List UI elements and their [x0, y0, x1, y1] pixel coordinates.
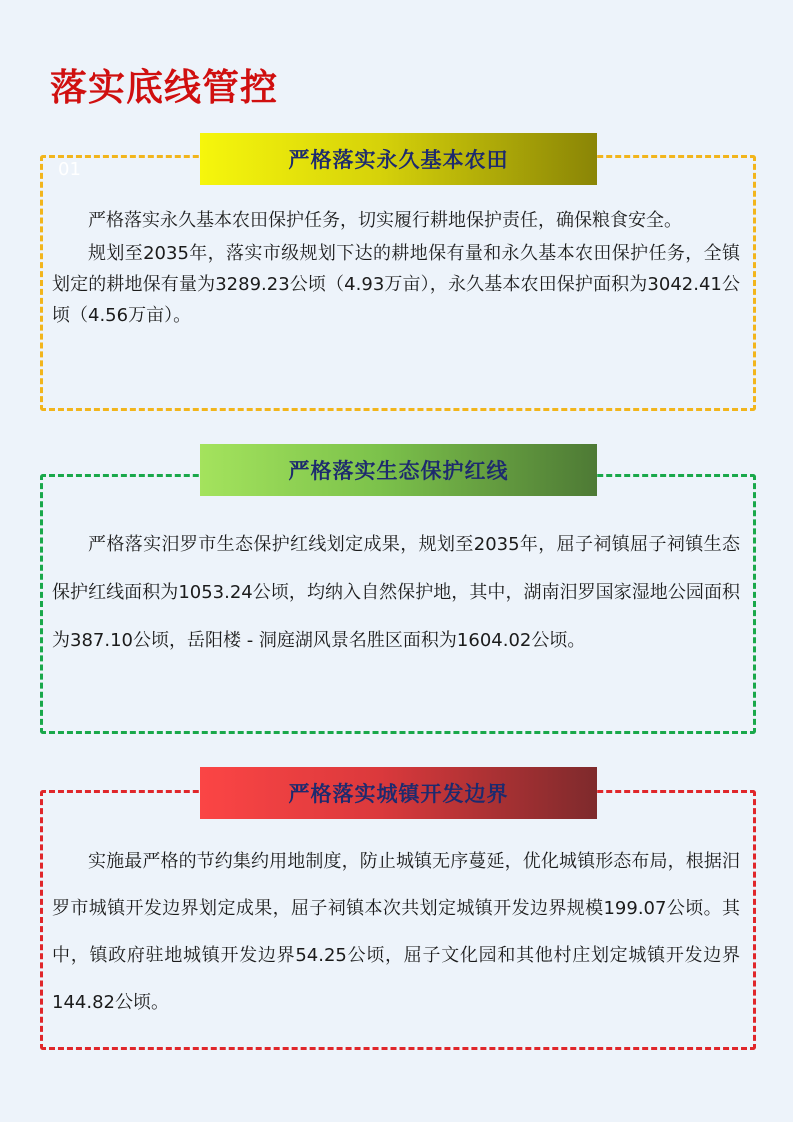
paragraph: 实施最严格的节约集约用地制度，防止城镇无序蔓延，优化城镇形态布局，根据汨罗市城镇开发边界划定成果，屈子祠镇本次共划定城镇开发边界规模199.07公顷。其中，镇政府驻地城镇开发边界54.25公顷，屈子文化园和其他村庄划定城镇开发边界144.82公顷。	[52, 851, 740, 1013]
section-heading: 严格落实城镇开发边界	[200, 767, 597, 819]
section-heading: 严格落实永久基本农田	[200, 133, 597, 185]
section-body	[52, 205, 740, 333]
section-body	[52, 521, 740, 665]
page-title: 落实底线管控	[50, 66, 278, 109]
paragraph: 严格落实永久基本农田保护任务，切实履行耕地保护责任，确保粮食安全。	[88, 210, 682, 231]
section-index: 01	[58, 159, 81, 180]
section-heading: 严格落实生态保护红线	[200, 444, 597, 496]
section-body	[52, 838, 740, 1026]
paragraph: 规划至2035年，落实市级规划下达的耕地保有量和永久基本农田保护任务，全镇划定的耕地保有量为3289.23公顷（4.93万亩），永久基本农田保护面积为3042.41公顷（4.56万亩）。	[52, 243, 740, 326]
section-ecological-redline	[40, 459, 756, 734]
section-permanent-farmland	[40, 148, 756, 411]
section-urban-boundary	[40, 782, 756, 1050]
paragraph: 严格落实汨罗市生态保护红线划定成果，规划至2035年，屈子祠镇屈子祠镇生态保护红线面积为1053.24公顷，均纳入自然保护地，其中，湖南汨罗国家湿地公园面积为387.10公顷，岳阳楼 - 洞庭湖风景名胜区面积为1604.02公顷。	[52, 534, 740, 651]
